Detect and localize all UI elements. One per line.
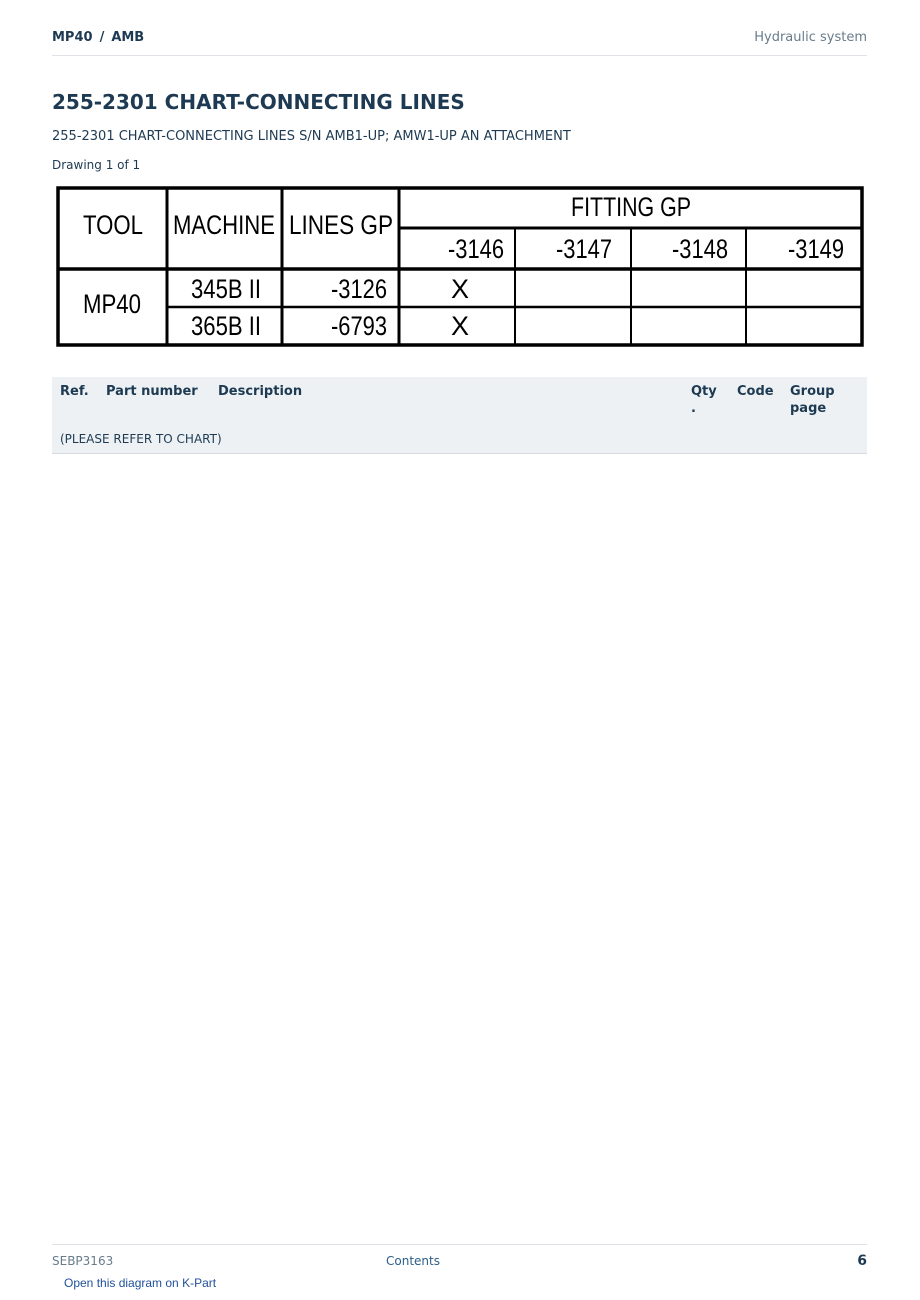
cell-machine-row2: 365B II bbox=[191, 311, 261, 341]
cell-lines-gp-row1: -3126 bbox=[331, 274, 387, 304]
page-subtitle: 255-2301 CHART-CONNECTING LINES S/N AMB1-UP; AMW1-UP AN ATTACHMENT bbox=[52, 129, 571, 144]
page-header bbox=[52, 28, 867, 56]
breadcrumb-separator: / bbox=[99, 30, 105, 45]
breadcrumb bbox=[52, 30, 144, 45]
contents-link[interactable]: Contents bbox=[386, 1254, 440, 1268]
header-machine: MACHINE bbox=[173, 210, 275, 240]
header-fitting-3148: -3148 bbox=[672, 234, 728, 264]
drawing-count: Drawing 1 of 1 bbox=[52, 158, 141, 172]
header-lines-gp: LINES GP bbox=[289, 210, 393, 240]
column-header-code: Code bbox=[737, 384, 774, 399]
column-header-group-page: Group page bbox=[790, 384, 835, 416]
breadcrumb-prefix[interactable]: AMB bbox=[111, 30, 145, 45]
page-footer bbox=[52, 1244, 867, 1275]
header-fitting-3149: -3149 bbox=[788, 234, 844, 264]
cell-fitting-3146-row2: X bbox=[450, 311, 470, 341]
cell-tool: MP40 bbox=[83, 289, 141, 319]
column-header-part-number: Part number bbox=[106, 384, 198, 399]
column-header-description: Description bbox=[218, 384, 303, 399]
open-in-kpart-link[interactable]: Open this diagram on K-Part bbox=[64, 1276, 217, 1290]
cell-machine-row1: 345B II bbox=[191, 274, 261, 304]
page-title: 255-2301 CHART-CONNECTING LINES bbox=[52, 90, 465, 114]
parts-note: (PLEASE REFER TO CHART) bbox=[60, 432, 222, 446]
breadcrumb-model[interactable]: MP40 bbox=[52, 30, 93, 45]
column-header-ref: Ref. bbox=[60, 384, 89, 399]
page-number: 6 bbox=[857, 1253, 867, 1269]
column-header-qty: Qty . bbox=[691, 384, 717, 416]
header-fitting-gp: FITTING GP bbox=[571, 192, 691, 222]
chart-svg bbox=[56, 186, 864, 348]
document-id: SEBP3163 bbox=[52, 1254, 114, 1268]
cell-fitting-3146-row1: X bbox=[450, 274, 470, 304]
connecting-lines-chart bbox=[56, 186, 864, 348]
parts-table bbox=[52, 377, 867, 454]
chart-labels bbox=[83, 192, 844, 341]
header-fitting-3147: -3147 bbox=[556, 234, 612, 264]
cell-lines-gp-row2: -6793 bbox=[331, 311, 387, 341]
header-tool: TOOL bbox=[83, 210, 143, 240]
section-name: Hydraulic system bbox=[754, 30, 867, 45]
header-fitting-3146: -3146 bbox=[448, 234, 504, 264]
